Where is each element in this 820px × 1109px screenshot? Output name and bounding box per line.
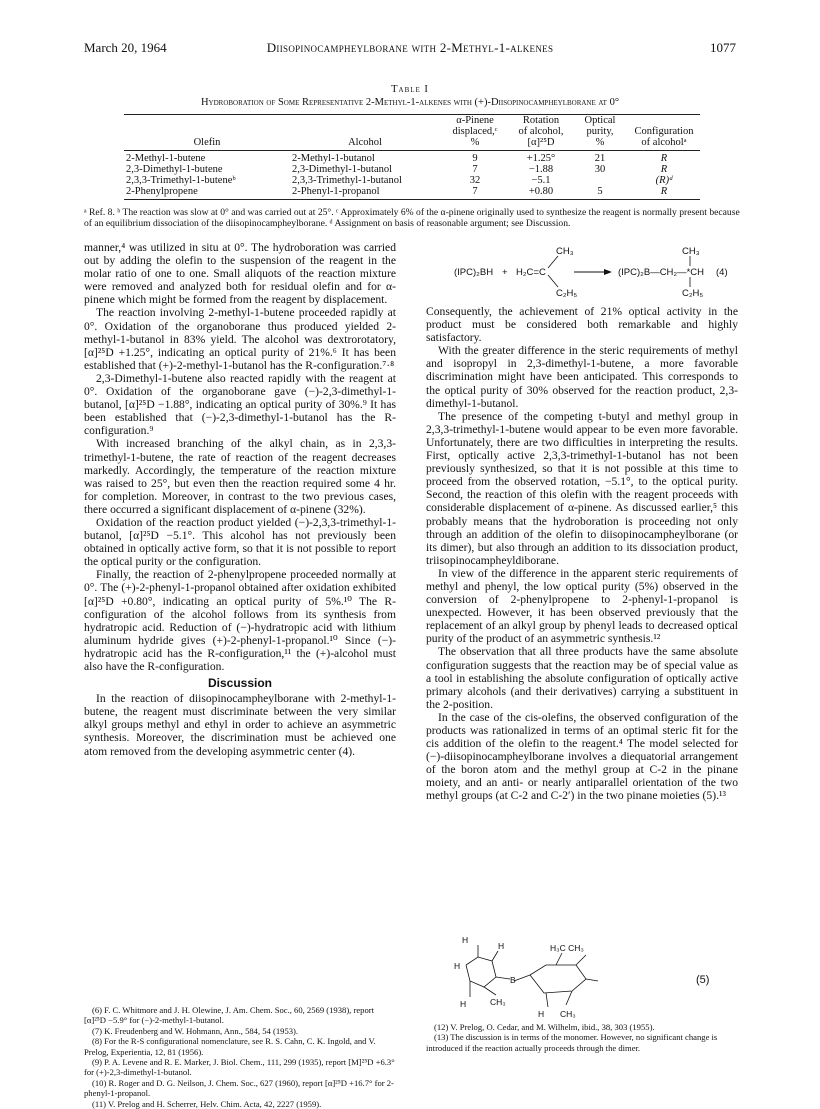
cell-purity: 21 bbox=[594, 153, 606, 164]
atom-h: H bbox=[462, 935, 469, 945]
cell-config: R bbox=[628, 186, 700, 200]
th-purity-1: Optical bbox=[572, 115, 628, 127]
paragraph: In view of the difference in the apparent steric requirements of methyl and phenyl, the low optical purity (5%) observed in the conversion of 2-phenylpropene to 2-phenyl-1-propanol is unexpected. However, it has been observed previously that the replacement of an alkyl group by phenyl leads to decreased optical purity of the product of an asymmetric synthesis.¹² bbox=[426, 566, 738, 646]
th-empty bbox=[290, 115, 440, 127]
cell-purity: 30 bbox=[594, 164, 606, 175]
reference: (6) F. C. Whitmore and J. H. Olewine, J. Am. Chem. Soc., 60, 2569 (1938), report [α]²⁵D −5.9° for (−)-2-methyl-1-butanol. bbox=[84, 1005, 374, 1026]
eq-ethyl-2: C₂H₅ bbox=[682, 288, 704, 299]
th-config-1: Configuration bbox=[634, 126, 694, 137]
atom-b: B bbox=[510, 975, 516, 985]
gem-dimethyl-label: H₃C CH₃ bbox=[550, 943, 584, 953]
discussion-heading: Discussion bbox=[207, 676, 273, 691]
eq-plus: + bbox=[502, 267, 508, 278]
cell-olefin: 2-Methyl-1-butene bbox=[126, 153, 206, 164]
cell-pinene: 32 bbox=[469, 175, 481, 186]
atom-h: H bbox=[454, 961, 461, 971]
reference: (8) For the R-S configurational nomenclature, see R. S. Cahn, C. K. Ingold, and V. Prelog, Experientia, 12, 81 (1956). bbox=[84, 1036, 376, 1057]
paragraph: With the greater difference in the steric requirements of methyl and isopropyl in 2,3-dimethyl-1-butene, a more favorable discrimination might have been anticipated. This corresponds to the optical purity of 30% observed for the reaction product, 2,3-dimethyl-1-butanol. bbox=[426, 344, 738, 410]
paragraph: manner,⁴ was utilized in situ at 0°. The hydroboration was carried out by adding the olefin to the suspension of the reagent in the molar ratio of one to one. Small aliquots of the reaction mixture were removed and analyzed both for residual olefin and for α-pinene which might be formed from the reagent by displacement. bbox=[84, 241, 396, 307]
paragraph: The observation that all three products have the same absolute configuration suggests that the reaction may be of special value as a tool in establishing the absolute configuration of optically active primary alcohols (and their derivatives) carrying a substituent in the 2-position. bbox=[426, 645, 738, 711]
cell-alcohol: 2-Phenyl-1-propanol bbox=[290, 186, 440, 200]
cell-pinene: 7 bbox=[440, 186, 510, 200]
cell-rotation: +0.80 bbox=[510, 186, 572, 200]
table-number: Table I bbox=[391, 84, 429, 95]
reference: (10) R. Roger and D. G. Neilson, J. Chem. Soc., 627 (1960), report [α]²⁵D +16.7° for 2-phenyl-1-propanol. bbox=[84, 1077, 394, 1099]
atom-h: H bbox=[538, 1009, 545, 1019]
paragraph: With increased branching of the alkyl chain, as in 2,3,3-trimethyl-1-butene, the rate of reaction of the reagent decreases markedly. Accordingly, the temperature of the reaction mixture was raised to 25°, but even then the reaction required some 4 hr. for completion. Moreover, in contrast to the two previous cases, there occurred a significant displacement of α-pinene (32%). bbox=[84, 437, 396, 516]
th-purity-3: % bbox=[572, 137, 628, 151]
cell-olefin: 2,3-Dimethyl-1-butene bbox=[126, 164, 223, 175]
th-config-2: of alcoholᵃ bbox=[628, 137, 700, 151]
th-rotation-1: Rotation bbox=[510, 115, 572, 127]
paragraph: The presence of the competing t-butyl and methyl group in 2,3,3-trimethyl-1-butene would appear to be even more favorable. Unfortunately, there are two difficulties in interpreting the results. First, optically active 2,3,3-trimethyl-1-butanol has not been previously synthesized, so that it is not possible at this time to proceed from the observed rotation, −5.1°, to the optical purity. Second, the reaction of this olefin with the reagent proceeds with considerable displacement of α-pinene. As discussed earlier,⁵ this probably means that the hydroboration is proceeding not only through an addition of the olefin to diisopinocampheylborane (or its dimer), but also through an addition to its dissociation product, triisopinocampheyldiborane. bbox=[426, 409, 738, 567]
th-rotation-2: of alcohol, bbox=[518, 126, 564, 137]
table-row bbox=[124, 186, 700, 200]
cell-pinene: 7 bbox=[472, 164, 478, 175]
cell-olefin: 2,3,3-Trimethyl-1-buteneᵇ bbox=[126, 175, 236, 186]
eq-methyl-1: CH₃ bbox=[556, 246, 574, 257]
table-footnotes: ᵃ Ref. 8. ᵇ The reaction was slow at 0° and was carried out at 25°. ᶜ Approximately 6% of the α-pinene originally used to synthesize the reagent is normally present because of an equilibrium dissociation of the diisopinocampheylborane. ᵈ Assignment on basis of reasonable argument; see Discussion. bbox=[84, 207, 740, 229]
paragraph: In the reaction of diisopinocampheylborane with 2-methyl-1-butene, the reagent must discriminate between the very similar alkyl groups methyl and ethyl in order to achieve an asymmetric synthesis. Moreover, the discrimination must be achieved one atom removed from the developing asymmetric center (4). bbox=[84, 692, 396, 758]
references-right bbox=[426, 1022, 738, 1053]
structure-number: (5) bbox=[696, 974, 710, 986]
equation-4 bbox=[426, 241, 738, 299]
cell-config: (R)ᵈ bbox=[655, 175, 673, 186]
th-pinene-2: displaced,ᶜ bbox=[452, 126, 498, 137]
paragraph: In the case of the cis-olefins, the observed configuration of the products was rationalized in terms of an optimal steric fit for the cis addition of the olefin to the reagent.⁴ The model selected for (−)-diisopinocampheylborane involves a diequatorial arrangement of the boron atom and the methyl group at C-2 in the pinane moiety, and an anti- or nearly antiparallel orientation of the two methyl groups (at C-2 and C-2′) in the two pinane moieties (5).¹³ bbox=[426, 710, 738, 803]
running-title: Diisopinocampheylborane with 2-Methyl-1-alkenes bbox=[266, 40, 554, 55]
th-empty bbox=[290, 126, 440, 137]
eq-olefin: H₂C=C bbox=[516, 267, 546, 278]
th-empty bbox=[124, 126, 290, 137]
cell-config: R bbox=[660, 164, 668, 175]
th-purity-2: purity, bbox=[586, 126, 614, 137]
page-number: 1077 bbox=[710, 40, 736, 55]
cell-rotation: −5.1 bbox=[531, 175, 551, 186]
right-column bbox=[426, 241, 738, 803]
table-caption: Hydroboration of Some Representative 2-Methyl-1-alkenes with (+)-Diisopinocampheylborane at 0° bbox=[200, 97, 620, 108]
references-left bbox=[84, 1005, 396, 1109]
structure-5 bbox=[426, 935, 738, 1020]
table-row bbox=[124, 164, 700, 175]
eq-product: (IPC)₂B—CH₂—*CH bbox=[618, 267, 705, 278]
eq-number: (4) bbox=[716, 267, 728, 278]
eq-methyl-2: CH₃ bbox=[682, 246, 700, 257]
cell-config: R bbox=[660, 153, 668, 164]
cell-rotation: −1.88 bbox=[528, 164, 554, 175]
reference: (13) The discussion is in terms of the monomer. However, no significant change is introduced if the reaction actually proceeds through the dimer. bbox=[426, 1032, 718, 1053]
th-pinene-1: α-Pinene bbox=[440, 115, 510, 127]
equation-graphic bbox=[426, 241, 738, 299]
paragraph: The reaction involving 2-methyl-1-butene proceeded rapidly at 0°. Oxidation of the organoborane thus produced yielded 2-methyl-1-butanol in 83% yield. The alcohol was dextrorotatory, [α]²⁵D +1.25°, indicating an optical purity of 21%.⁶ It has been established that (+)-2-methyl-1-butanol has the R-configuration.⁷·⁸ bbox=[84, 306, 396, 372]
left-column bbox=[84, 241, 396, 758]
atom-h: H bbox=[498, 941, 505, 951]
issue-date: March 20, 1964 bbox=[84, 40, 167, 55]
eq-ethyl-1: C₂H₅ bbox=[556, 288, 578, 299]
eq-reactant: (IPC)₂BH bbox=[454, 267, 494, 278]
reference: (12) V. Prelog, O. Cedar, and M. Wilhelm, ibid., 38, 303 (1955). bbox=[434, 1022, 655, 1032]
methyl-label: CH₃ bbox=[490, 997, 506, 1007]
th-empty bbox=[124, 115, 290, 127]
th-pinene-3: % bbox=[440, 137, 510, 151]
results-table bbox=[124, 114, 700, 200]
reference: (11) V. Prelog and H. Scherrer, Helv. Chim. Acta, 42, 2227 (1959). bbox=[92, 1098, 322, 1109]
cell-olefin: 2-Phenylpropene bbox=[124, 186, 290, 200]
th-alcohol: Alcohol bbox=[290, 137, 440, 151]
atom-h: H bbox=[460, 999, 467, 1009]
methyl-label: CH₃ bbox=[560, 1009, 576, 1019]
table-row bbox=[124, 151, 700, 165]
th-olefin: Olefin bbox=[124, 137, 290, 151]
reference: (7) K. Freudenberg and W. Hohmann, Ann., 584, 54 (1953). bbox=[92, 1025, 299, 1036]
cell-rotation: +1.25° bbox=[526, 153, 556, 164]
paragraph: 2,3-Dimethyl-1-butene also reacted rapidly with the reagent at 0°. Oxidation of the organoborane gave (−)-2,3-dimethyl-1-butanol, [α]²⁵D −1.88°, indicating an optical purity of 30%.⁹ It has been established that (−)-2,3-dimethyl-1-butanol has the R-configuration.⁹ bbox=[84, 371, 396, 438]
cell-alcohol: 2,3-Dimethyl-1-butanol bbox=[292, 164, 393, 175]
th-empty bbox=[628, 115, 700, 127]
reference: (9) P. A. Levene and R. E. Marker, J. Biol. Chem., 111, 299 (1935), report [M]²⁵D +6.3° for (+)-2,3-dimethyl-1-butanol. bbox=[84, 1057, 395, 1078]
table-row bbox=[124, 175, 700, 186]
th-rotation-3: [α]²⁵D bbox=[510, 137, 572, 151]
cell-purity: 5 bbox=[572, 186, 628, 200]
cell-alcohol: 2,3,3-Trimethyl-1-butanol bbox=[292, 175, 402, 186]
paragraph: Consequently, the achievement of 21% optical activity in the product must be considered both remarkable and highly satisfactory. bbox=[426, 305, 738, 345]
pinane-structure-drawing bbox=[426, 935, 738, 1020]
paragraph: Finally, the reaction of 2-phenylpropene proceeded normally at 0°. The (+)-2-phenyl-1-propanol obtained after oxidation exhibited [α]²⁵D +0.80°, indicating an optical purity of 5%.¹⁰ The R-configuration of the alcohol follows from its synthesis from hydratropic acid. Reduction of (−)-hydratropic acid with lithium aluminum hydride gives (+)-2-phenyl-1-propanol.¹⁰ Since (−)-hydratropic acid has the R-configuration,¹¹ the (+)-alcohol must also have the R-configuration. bbox=[84, 568, 396, 673]
cell-pinene: 9 bbox=[472, 153, 478, 164]
running-header bbox=[84, 40, 736, 58]
cell-alcohol: 2-Methyl-1-butanol bbox=[292, 153, 375, 164]
cell-purity bbox=[572, 175, 628, 186]
paragraph: Oxidation of the reaction product yielded (−)-2,3,3-trimethyl-1-butanol, [α]²⁵D −5.1°. This alcohol has not previously been obtained in optically active form, so that it is not possible to report the optical purity or the configuration. bbox=[84, 515, 396, 569]
